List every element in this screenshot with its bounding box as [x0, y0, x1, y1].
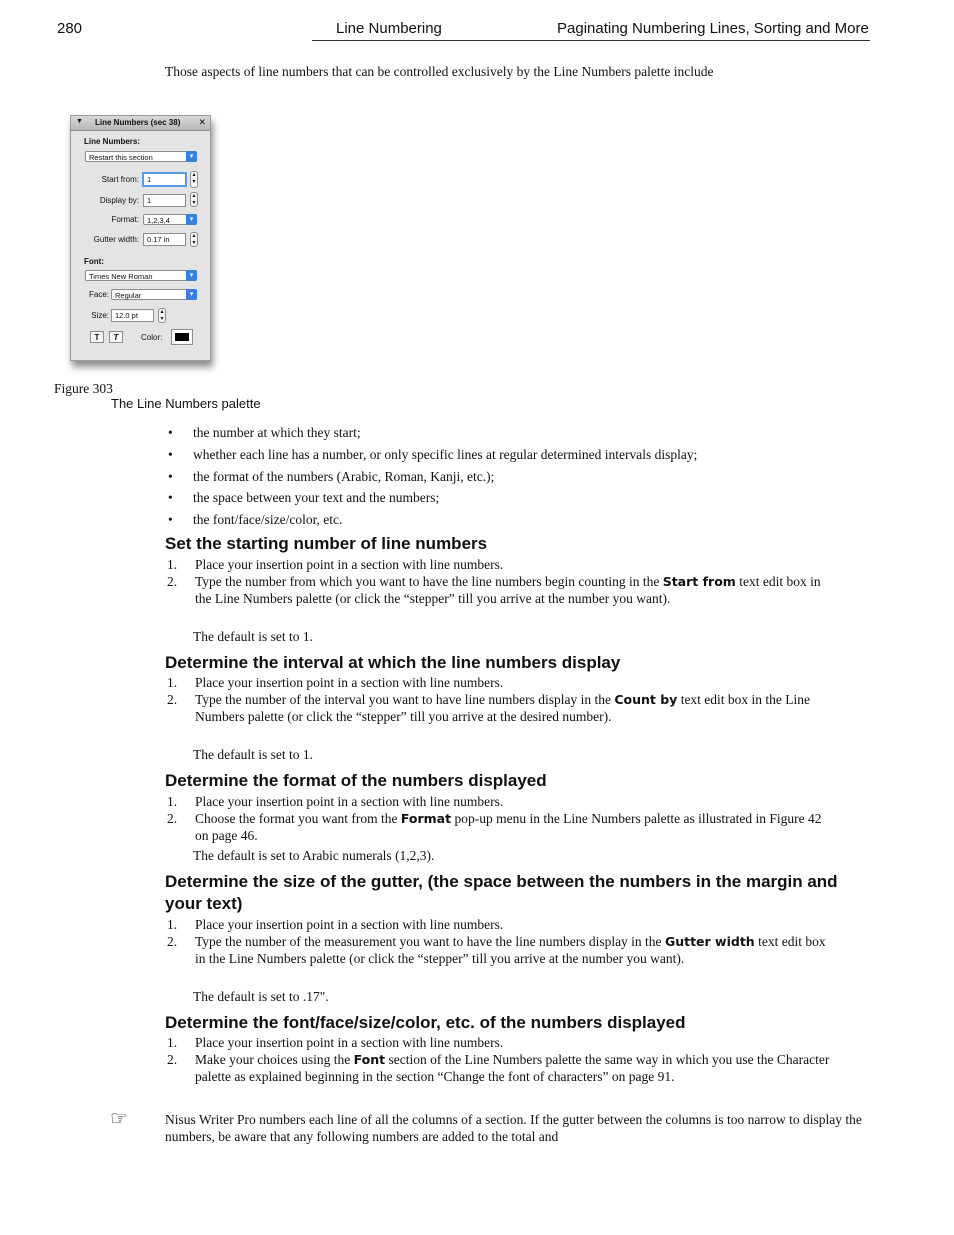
- step-item: [165, 556, 830, 573]
- steps-list: [165, 674, 830, 725]
- ui-keyword: Font: [353, 1052, 386, 1067]
- chevron-down-icon: ▾: [186, 289, 197, 300]
- ui-keyword: Format: [400, 811, 452, 826]
- format-label: Format:: [111, 215, 139, 224]
- step-text: Place your insertion point in a section with line numbers.: [195, 794, 504, 809]
- line-numbers-heading: Line Numbers:: [84, 137, 141, 146]
- start-from-field[interactable]: 1: [142, 172, 187, 187]
- chevron-down-icon: ▾: [186, 270, 197, 281]
- display-by-field[interactable]: 1: [143, 194, 186, 207]
- step-text: Type the number of the measurement you want to have the line numbers display in the: [195, 934, 665, 949]
- step-text: Type the number from which you want to have the line numbers begin counting in the: [195, 574, 663, 589]
- section-heading: Determine the font/face/size/color, etc. of the numbers displayed: [165, 1013, 686, 1032]
- ui-keyword: Count by: [614, 692, 678, 707]
- color-swatch[interactable]: [171, 329, 193, 345]
- step-number: 2.: [167, 811, 178, 826]
- face-select[interactable]: [111, 289, 197, 300]
- restart-value: Restart this section: [89, 153, 153, 162]
- list-item: • the font/face/size/color, etc.: [165, 511, 855, 533]
- list-item: • the space between your text and the numbers;: [165, 489, 855, 511]
- list-item: • the number at which they start;: [165, 424, 855, 446]
- note-paragraph: Nisus Writer Pro numbers each line of all the columns of a section. If the gutter between the columns is too narrow to display the numbers, be aware that any following numbers are added to the total and: [165, 1112, 862, 1144]
- step-text: text edit box in the Line Numbers palette (or click the “stepper” till you arrive at the desired number).: [195, 692, 811, 724]
- step-number: 1.: [167, 917, 178, 932]
- section-heading: Determine the interval at which the line numbers display: [165, 653, 621, 672]
- step-item: [165, 916, 830, 933]
- step-number: 2.: [167, 934, 178, 949]
- line-numbers-palette: [70, 115, 211, 361]
- step-text: Choose the format you want from the: [195, 811, 401, 826]
- section-heading: Determine the size of the gutter, (the space between the numbers in the margin and your text): [165, 872, 838, 913]
- intro-paragraph: Those aspects of line numbers that can be controlled exclusively by the Line Numbers palette include: [165, 64, 714, 79]
- font-heading: Font:: [84, 257, 104, 266]
- steps-list: [165, 793, 830, 844]
- font-value: Times New Roman: [89, 272, 153, 281]
- step-item: [165, 573, 830, 607]
- step-text: Place your insertion point in a section with line numbers.: [195, 557, 504, 572]
- step-number: 2.: [167, 1052, 178, 1067]
- step-item: [165, 1051, 830, 1085]
- figure-caption: The Line Numbers palette: [111, 396, 261, 411]
- list-item: • whether each line has a number, or only specific lines at regular determined intervals display;: [165, 446, 855, 468]
- format-value: 1,2,3,4: [147, 216, 170, 225]
- ui-keyword: Gutter width: [664, 934, 755, 949]
- step-number: 1.: [167, 1035, 178, 1050]
- step-text: text edit box in the Line Numbers palette (or click the “stepper” till you arrive at the number you want).: [195, 934, 826, 966]
- start-from-label: Start from:: [101, 175, 139, 184]
- format-select[interactable]: [143, 214, 197, 225]
- step-text: Place your insertion point in a section with line numbers.: [195, 1035, 504, 1050]
- chevron-down-icon: ▾: [186, 214, 197, 225]
- steps-list: [165, 556, 830, 607]
- page-number: 280: [57, 20, 83, 37]
- size-stepper[interactable]: ▴ ▾: [158, 308, 166, 323]
- feature-bullet-list: [165, 424, 855, 533]
- step-item: [165, 691, 830, 725]
- running-header-section: Paginating Numbering Lines, Sorting and More: [557, 20, 869, 37]
- face-value: Regular: [115, 291, 142, 300]
- display-by-label: Display by:: [99, 196, 139, 205]
- display-by-stepper[interactable]: ▴ ▾: [190, 192, 198, 207]
- gutter-width-stepper[interactable]: ▴ ▾: [190, 232, 198, 247]
- palette-title: Line Numbers (sec 38): [95, 118, 181, 127]
- step-number: 1.: [167, 557, 178, 572]
- color-label: Color:: [141, 333, 163, 342]
- font-select[interactable]: [85, 270, 197, 281]
- face-label: Face:: [88, 290, 109, 299]
- step-text: text edit box in the Line Numbers palette (or click the “stepper” till you arrive at the number you want).: [195, 574, 821, 606]
- step-item: [165, 933, 830, 967]
- figure-label: Figure 303: [54, 381, 113, 396]
- step-text: pop-up menu in the Line Numbers palette as illustrated in Figure 42 on page 46.: [195, 811, 822, 843]
- close-icon[interactable]: ✕: [198, 117, 206, 127]
- default-note: The default is set to 1.: [193, 629, 313, 644]
- step-item: [165, 793, 830, 810]
- size-label: Size:: [91, 311, 109, 320]
- step-text: Type the number of the interval you want to have line numbers display in the: [195, 692, 615, 707]
- underline-style-button[interactable]: T: [90, 331, 104, 343]
- restart-select[interactable]: [85, 151, 197, 162]
- step-item: [165, 674, 830, 691]
- chevron-down-icon: ▾: [186, 151, 197, 162]
- default-note: The default is set to .17".: [193, 989, 329, 1004]
- header-rule: [312, 40, 870, 41]
- default-note: The default is set to 1.: [193, 747, 313, 762]
- step-item: [165, 1034, 830, 1051]
- step-number: 2.: [167, 574, 178, 589]
- running-header-chapter: Line Numbering: [336, 20, 442, 37]
- steps-list: [165, 1034, 830, 1085]
- step-number: 2.: [167, 692, 178, 707]
- palette-titlebar: [71, 116, 210, 131]
- gutter-width-field[interactable]: 0.17 in: [143, 233, 186, 246]
- step-text: Place your insertion point in a section with line numbers.: [195, 675, 504, 690]
- step-number: 1.: [167, 794, 178, 809]
- pointing-hand-icon: ☞: [110, 1108, 128, 1130]
- steps-list: [165, 916, 830, 967]
- default-note: The default is set to Arabic numerals (1,2,3).: [193, 848, 435, 863]
- outline-style-button[interactable]: T: [109, 331, 123, 343]
- step-text: Make your choices using the: [195, 1052, 354, 1067]
- step-text: section of the Line Numbers palette the same way in which you use the Character palette as explained beginning in the section “Change the font of characters” on page 91.: [195, 1052, 830, 1084]
- section-heading: Set the starting number of line numbers: [165, 534, 488, 553]
- ui-keyword: Start from: [662, 574, 736, 589]
- collapse-triangle-icon[interactable]: ▼: [76, 118, 83, 125]
- color-swatch-fill: [175, 333, 189, 341]
- step-number: 1.: [167, 675, 178, 690]
- section-heading: Determine the format of the numbers displayed: [165, 771, 547, 790]
- step-item: [165, 810, 830, 844]
- size-field[interactable]: 12.0 pt: [111, 309, 154, 322]
- step-text: Place your insertion point in a section with line numbers.: [195, 917, 504, 932]
- gutter-width-label: Gutter width:: [93, 235, 139, 244]
- start-from-stepper[interactable]: ▴ ▾: [190, 171, 198, 188]
- list-item: • the format of the numbers (Arabic, Roman, Kanji, etc.);: [165, 468, 855, 490]
